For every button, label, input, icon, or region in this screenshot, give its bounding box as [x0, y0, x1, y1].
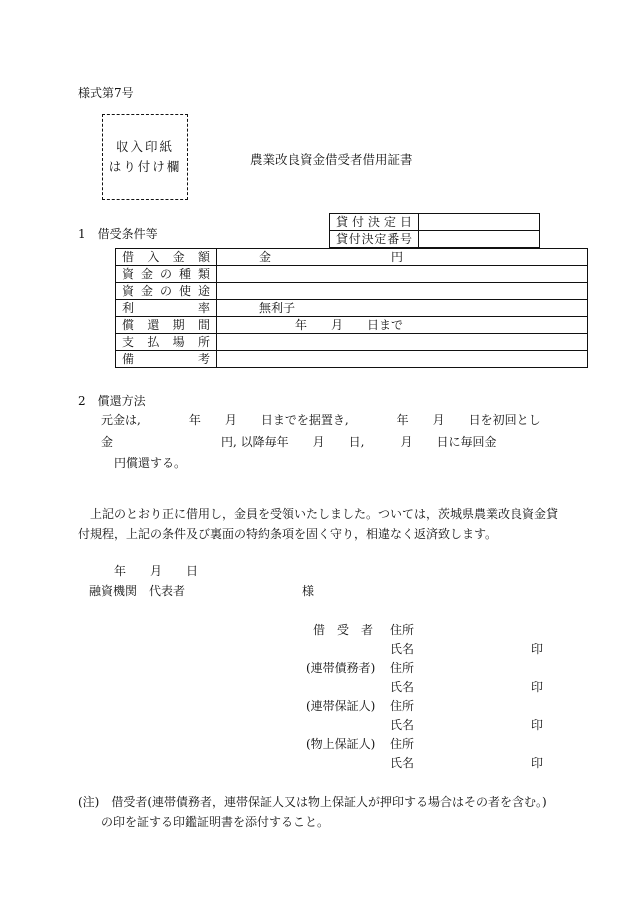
terms-label-char: 場	[172, 335, 185, 349]
decision-label-char: 付	[348, 232, 361, 246]
section2-heading: 2 償還方法	[78, 394, 146, 408]
date-line: 年 月 日	[114, 564, 199, 578]
signatory-role: (連帯保証人)	[306, 699, 376, 713]
seal-mark: 印	[531, 756, 544, 770]
address-label: 住所	[390, 699, 415, 713]
decision-table	[329, 213, 540, 248]
address-label: 住所	[390, 737, 415, 751]
decision-label-char: 番	[387, 232, 400, 246]
terms-label	[116, 249, 217, 266]
loan-terms-table	[115, 248, 588, 368]
decision-date-value[interactable]	[419, 214, 540, 231]
stamp-box-label-2: はり付け欄	[108, 159, 182, 174]
repayment-line-3: 円償還する。	[114, 456, 187, 470]
body-text-line-2: 付規程，上記の条件及び裏面の特約条項を固く守り，相違なく返済致します。	[78, 527, 498, 541]
decision-label-text	[336, 231, 412, 247]
seal-mark: 印	[531, 680, 544, 694]
address-label: 住所	[390, 661, 415, 675]
decision-number-value[interactable]	[419, 231, 540, 248]
terms-label	[116, 266, 217, 283]
decision-label-char: 決	[367, 215, 380, 229]
terms-label-char: 備	[122, 352, 135, 366]
terms-label-char: 資	[122, 284, 135, 298]
decision-label-char: 定	[374, 232, 387, 246]
terms-label-char: 償	[122, 318, 135, 332]
decision-label-char: 日	[399, 215, 412, 229]
terms-label-char: 考	[197, 352, 210, 366]
signatory-role: (連帯債務者)	[306, 661, 376, 675]
signatory-role: 借 受 者	[313, 623, 374, 637]
terms-label-char: 率	[197, 301, 210, 315]
decision-label-char: 貸	[336, 232, 349, 246]
recipient-org: 融資機関 代表者	[89, 584, 186, 598]
repayment-line-1: 元金は, 年 月 日までを据置き, 年 月 日を初回とし	[101, 413, 541, 427]
body-text-line-1: 上記のとおり正に借用し，金員を受領いたしました。ついては，茨城県農業改良資金貸	[90, 507, 559, 521]
terms-label-char: 類	[197, 267, 210, 281]
decision-label-text	[336, 214, 412, 230]
terms-label-char: 所	[197, 335, 210, 349]
decision-label-char: 定	[383, 215, 396, 229]
terms-label-char: 使	[178, 284, 191, 298]
terms-label-char: 間	[197, 318, 210, 332]
terms-label-char: 金	[140, 267, 153, 281]
signatory-role: (物上保証人)	[306, 737, 376, 751]
terms-label-char: 支	[122, 335, 135, 349]
name-label: 氏名	[390, 680, 415, 694]
form-number: 様式第7号	[78, 86, 134, 100]
table-row	[116, 283, 588, 300]
section1-heading: 1 借受条件等	[78, 227, 158, 241]
terms-value[interactable]: 無利子	[217, 300, 588, 317]
terms-label-char: 払	[147, 335, 160, 349]
note-line-2: の印を証する印鑑証明書を添付すること。	[101, 815, 330, 829]
terms-label	[116, 300, 217, 317]
terms-label-char: 利	[122, 301, 135, 315]
decision-number-label	[330, 231, 419, 248]
terms-label	[116, 351, 217, 368]
decision-label-char: 決	[361, 232, 374, 246]
table-row	[116, 249, 588, 266]
terms-label-char: 還	[147, 318, 160, 332]
decision-date-label	[330, 214, 419, 231]
name-label: 氏名	[390, 642, 415, 656]
terms-label-char: 資	[122, 267, 135, 281]
terms-value[interactable]: 金 円	[217, 249, 588, 266]
note-line-1: (注) 借受者(連帯債務者，連帯保証人又は物上保証人が押印する場合はその者を含む｡)	[78, 795, 547, 809]
terms-label-char: 期	[172, 318, 185, 332]
decision-date-row	[330, 214, 540, 231]
document-title: 農業改良資金借受者借用証書	[250, 152, 413, 167]
table-row	[116, 351, 588, 368]
decision-label-char: 貸	[336, 215, 349, 229]
terms-label	[116, 334, 217, 351]
table-row	[116, 334, 588, 351]
terms-label-char: 金	[172, 250, 185, 264]
terms-value[interactable]	[217, 334, 588, 351]
stamp-box-label-1: 収入印紙	[115, 139, 174, 154]
terms-value[interactable]	[217, 266, 588, 283]
terms-label	[116, 317, 217, 334]
terms-label-char: 途	[197, 284, 210, 298]
table-row	[116, 317, 588, 334]
revenue-stamp-box	[102, 114, 188, 200]
table-row	[116, 266, 588, 283]
name-label: 氏名	[390, 718, 415, 732]
terms-label-char: 入	[147, 250, 160, 264]
table-row	[116, 300, 588, 317]
decision-label-char: 付	[351, 215, 364, 229]
terms-label-char: 額	[197, 250, 210, 264]
terms-label-char: 借	[122, 250, 135, 264]
terms-label-char: の	[159, 267, 172, 281]
seal-mark: 印	[531, 718, 544, 732]
recipient-honorific: 様	[302, 584, 315, 598]
decision-number-row	[330, 231, 540, 248]
terms-label	[116, 283, 217, 300]
name-label: 氏名	[390, 756, 415, 770]
seal-mark: 印	[531, 642, 544, 656]
terms-value[interactable]	[217, 283, 588, 300]
terms-value[interactable]: 年 月 日まで	[217, 317, 588, 334]
address-label: 住所	[390, 623, 415, 637]
repayment-line-2: 金 円, 以降毎年 月 日, 月 日に毎回金	[101, 435, 497, 449]
terms-label-char: 金	[140, 284, 153, 298]
decision-label-char: 号	[399, 232, 412, 246]
terms-label-char: 種	[178, 267, 191, 281]
terms-value[interactable]	[217, 351, 588, 368]
terms-label-char: の	[159, 284, 172, 298]
